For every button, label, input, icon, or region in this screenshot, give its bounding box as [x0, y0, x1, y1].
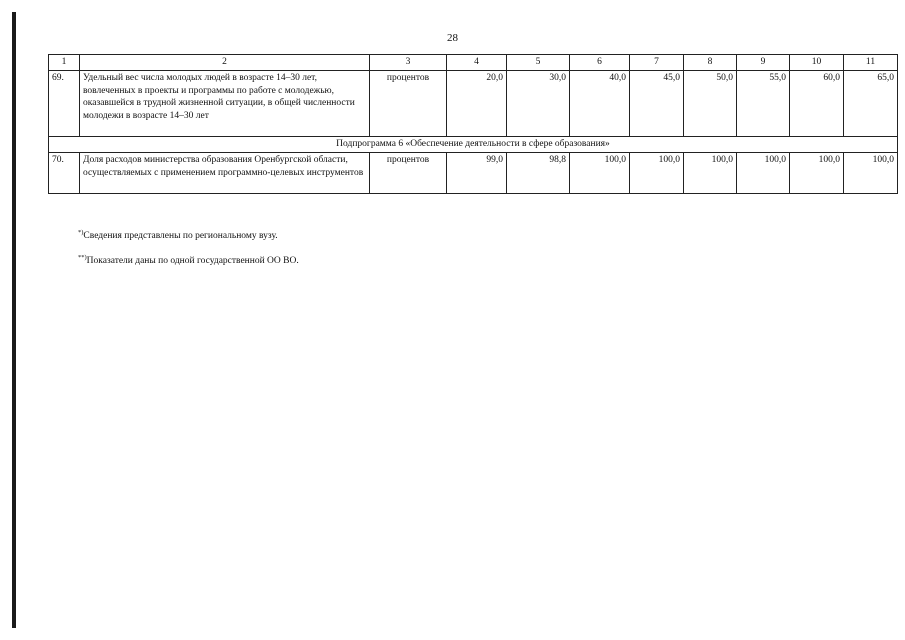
column-header: 9 — [737, 55, 790, 71]
value-cell: 65,0 — [844, 71, 898, 137]
value-cell: 45,0 — [630, 71, 684, 137]
column-header: 8 — [684, 55, 737, 71]
footnote — [78, 254, 299, 266]
column-header: 11 — [844, 55, 898, 71]
footnote — [78, 229, 278, 241]
subprogram-title: Подпрограмма 6 «Обеспечение деятельности в сфере образования» — [49, 137, 898, 153]
value-cell: 100,0 — [630, 153, 684, 194]
value-cell: 100,0 — [790, 153, 844, 194]
column-header: 2 — [80, 55, 370, 71]
value-cell: 100,0 — [737, 153, 790, 194]
page-margin-bar — [12, 12, 16, 628]
indicator-description: Удельный вес числа молодых людей в возрасте 14–30 лет, вовлеченных в проекты и программы по работе с молодежью, оказавшейся в трудной жизненной ситуации, в общей численности молодежи в возрасте 14–30 лет — [80, 71, 370, 137]
indicators-table — [48, 54, 898, 194]
value-cell: 60,0 — [790, 71, 844, 137]
unit-cell: процентов — [370, 153, 447, 194]
column-header: 3 — [370, 55, 447, 71]
value-cell: 30,0 — [507, 71, 570, 137]
page-number: 28 — [447, 32, 458, 44]
value-cell: 100,0 — [844, 153, 898, 194]
column-header: 10 — [790, 55, 844, 71]
value-cell: 20,0 — [447, 71, 507, 137]
indicator-description: Доля расходов министерства образования Оренбургской области, осуществляемых с применением программно-целевых инструментов — [80, 153, 370, 194]
column-header: 7 — [630, 55, 684, 71]
table-header-row — [49, 55, 898, 71]
unit-cell: процентов — [370, 71, 447, 137]
column-header: 4 — [447, 55, 507, 71]
footnote-text: Показатели даны по одной государственной ОО ВО. — [86, 256, 299, 266]
value-cell: 50,0 — [684, 71, 737, 137]
footnote-mark: **) — [78, 254, 87, 261]
column-header: 6 — [570, 55, 630, 71]
value-cell: 40,0 — [570, 71, 630, 137]
value-cell: 99,0 — [447, 153, 507, 194]
table-row — [49, 71, 898, 137]
column-header: 5 — [507, 55, 570, 71]
column-header: 1 — [49, 55, 80, 71]
row-index: 69. — [49, 71, 80, 137]
footnote-mark: *) — [78, 229, 84, 236]
value-cell: 55,0 — [737, 71, 790, 137]
subprogram-header-row — [49, 137, 898, 153]
row-index: 70. — [49, 153, 80, 194]
table-row — [49, 153, 898, 194]
value-cell: 100,0 — [684, 153, 737, 194]
value-cell: 98,8 — [507, 153, 570, 194]
value-cell: 100,0 — [570, 153, 630, 194]
footnote-text: Сведения представлены по региональному вузу. — [83, 231, 278, 241]
